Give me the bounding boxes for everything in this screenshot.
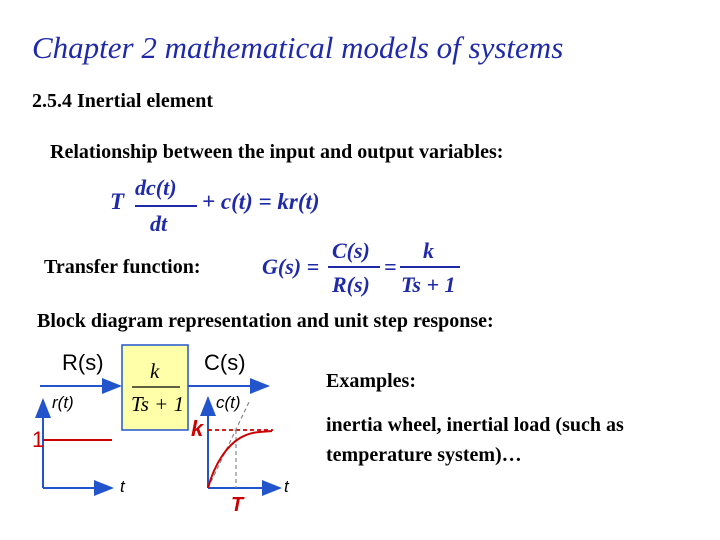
eq-denominator: dt bbox=[150, 211, 168, 236]
tf-lhs: G(s) = bbox=[262, 254, 320, 279]
input-time-label: r(t) bbox=[52, 393, 74, 412]
section-heading: 2.5.4 Inertial element bbox=[32, 90, 214, 112]
eq-numerator: dc(t) bbox=[135, 175, 177, 200]
time-constant-label: T bbox=[231, 494, 244, 516]
time-axis-label-1: t bbox=[120, 477, 125, 496]
tf-frac2-den: Ts + 1 bbox=[401, 272, 456, 297]
tf-frac2-num: k bbox=[423, 238, 434, 263]
input-signal-label: R(s) bbox=[62, 350, 104, 375]
tf-frac1-num: C(s) bbox=[332, 238, 370, 263]
tf-frac1-den: R(s) bbox=[332, 272, 370, 297]
time-axis-label-2: t bbox=[284, 477, 289, 496]
examples-text: inertia wheel, inertial load (such as temperature system)… bbox=[326, 414, 624, 466]
tangent-line bbox=[208, 400, 250, 488]
tf-equals: = bbox=[384, 254, 397, 279]
examples-label: Examples: bbox=[326, 370, 416, 392]
block-denominator: Ts + 1 bbox=[131, 392, 185, 416]
relationship-label: Relationship between the input and output variables: bbox=[50, 141, 504, 163]
block-numerator: k bbox=[150, 359, 160, 383]
eq-T: T bbox=[110, 189, 125, 214]
output-signal-label: C(s) bbox=[204, 350, 246, 375]
output-time-label: c(t) bbox=[216, 393, 241, 412]
eq-rest: + c(t) = kr(t) bbox=[202, 189, 320, 214]
transfer-function-label: Transfer function: bbox=[44, 256, 201, 278]
gain-label: k bbox=[191, 416, 204, 441]
block-diagram-label: Block diagram representation and unit step response: bbox=[37, 310, 494, 332]
step-level-label: 1 bbox=[32, 427, 45, 452]
step-response-curve bbox=[208, 431, 272, 488]
slide-title: Chapter 2 mathematical models of systems bbox=[32, 30, 564, 65]
